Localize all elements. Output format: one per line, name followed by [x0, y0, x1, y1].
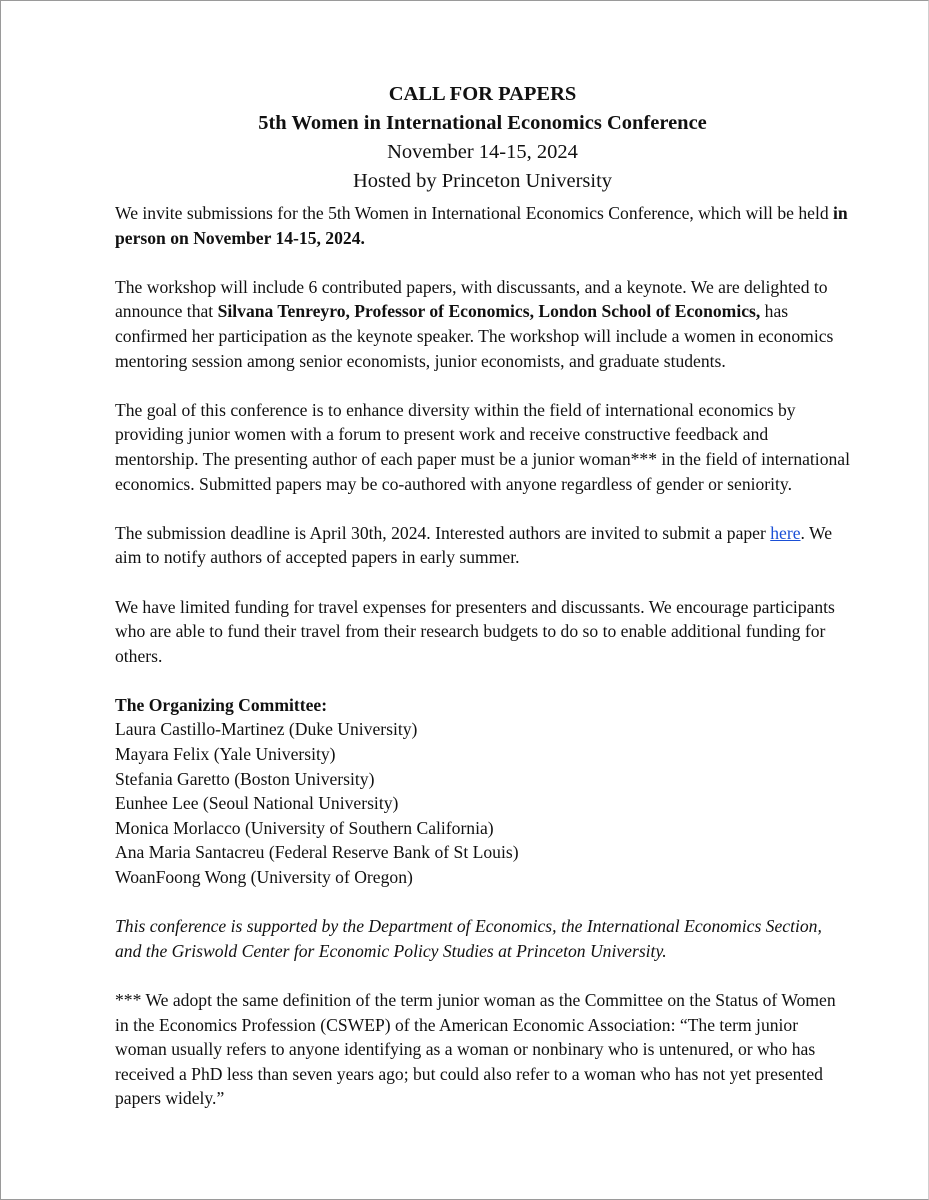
document-body — [115, 80, 850, 1111]
committee-member: Laura Castillo-Martinez (Duke University) — [115, 719, 418, 740]
submission-text-start: The submission deadline is April 30th, 2024. Interested authors are invited to submit a paper — [115, 522, 771, 543]
workshop-text-start: The workshop will include 6 contributed papers, with discussants, and a keynote. We are delighted to announce that — [115, 276, 828, 322]
committee-member: WoanFoong Wong (University of Oregon) — [115, 867, 413, 888]
submission-link[interactable]: here — [770, 522, 801, 543]
intro-bold-text: in person on November 14-15, 2024. — [115, 203, 848, 248]
submission-paragraph — [115, 521, 850, 570]
committee-member: Stefania Garetto (Boston University) — [115, 768, 375, 789]
call-for-papers-title: CALL FOR PAPERS — [388, 83, 577, 105]
conference-host: Hosted by Princeton University — [352, 170, 613, 192]
support-statement: This conference is supported by the Department of Economics, the International Economics Section, and the Griswold Center for Economic Policy Studies at Princeton University. — [115, 916, 822, 961]
committee-member: Eunhee Lee (Seoul National University) — [115, 793, 399, 814]
workshop-paragraph — [115, 275, 850, 373]
submission-text-end: . We aim to notify authors of accepted papers in early summer. — [115, 522, 833, 568]
funding-paragraph: We have limited funding for travel expenses for presenters and discussants. We encourage participants who are able to fund their travel from their research budgets to do so to enable additional funding for others. — [115, 596, 835, 666]
committee-member: Mayara Felix (Yale University) — [115, 744, 336, 765]
committee-member: Monica Morlacco (University of Southern California) — [115, 817, 494, 838]
conference-name: 5th Women in International Economics Conference — [258, 112, 707, 134]
intro-paragraph — [115, 201, 850, 250]
goal-paragraph: The goal of this conference is to enhance diversity within the field of international economics by providing junior women with a forum to present work and receive constructive feedback and mentorship. The presenting author of each paper must be a junior woman*** in the field of international economics. Submitted papers may be co-authored with anyone regardless of gender or seniority. — [115, 399, 850, 494]
committee-title: The Organizing Committee: — [115, 694, 328, 715]
document-header — [105, 80, 860, 196]
keynote-speaker: Silvana Tenreyro, Professor of Economics, London School of Economics, — [217, 301, 761, 322]
intro-text: We invite submissions for the 5th Women in International Economics Conference, which will be held — [115, 203, 834, 223]
conference-dates: November 14-15, 2024 — [387, 141, 578, 163]
footnote-junior-woman-definition: *** We adopt the same definition of the term junior woman as the Committee on the Status of Women in the Economics Profession (CSWEP) of the American Economic Association: “The term junior woman usually refers to anyone identifying as a woman or nonbinary who is untenured, or who has received a PhD less than seven years ago; but could also refer to a woman who has not yet presented papers widely.” — [115, 990, 836, 1109]
committee-section — [115, 693, 850, 890]
workshop-text-end: has confirmed her participation as the keynote speaker. The workshop will include a women in economics mentoring session among senior economists, junior economists, and graduate students. — [115, 301, 834, 371]
committee-member: Ana Maria Santacreu (Federal Reserve Bank of St Louis) — [115, 842, 519, 863]
